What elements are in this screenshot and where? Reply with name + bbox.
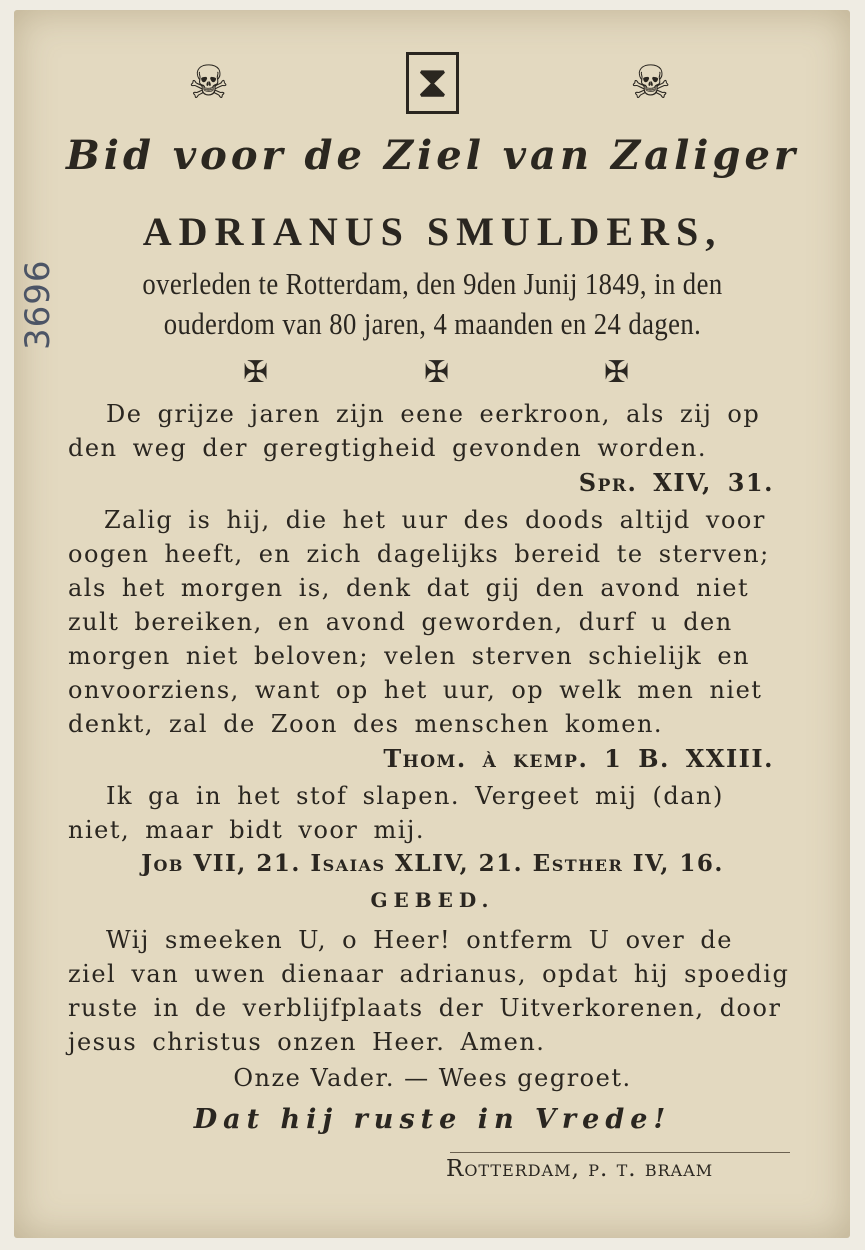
verse2-line: denkt, zal de Zoon des menschen komen. <box>68 710 664 738</box>
verse2-line: onvoorziens, want op het uur, op welk men niet <box>68 676 763 704</box>
skull-crossbones-icon: ☠ <box>188 55 230 109</box>
verse2-line: Zalig is hij, die het uur des doods altijd voor <box>104 506 766 534</box>
prayer-line: jesus christus onzen Heer. Amen. <box>68 1028 546 1056</box>
verse2-line: als het morgen is, denk dat gij den avond niet <box>68 574 750 602</box>
prayer-line: ziel van uwen dienaar adrianus, opdat hij spoedig <box>68 960 790 988</box>
verse3-reference: Job VII, 21. Isaias XLIV, 21. Esther IV, 16. <box>141 850 724 877</box>
verse1-line: De grijze jaren zijn eene eerkroon, als zij op <box>106 400 761 428</box>
divider <box>450 1152 790 1153</box>
deceased-name: ADRIANUS SMULDERS, <box>142 209 723 254</box>
verse2-line: zult bereiken, en avond geworden, durf u den <box>68 608 733 636</box>
verse3-line: Ik ga in het stof slapen. Vergeet mij (dan) <box>106 782 724 810</box>
verse2-line: oogen heeft, en zich dagelijks bereid te sterven; <box>68 540 770 568</box>
skull-crossbones-icon: ☠ <box>630 55 672 109</box>
death-details-line-1: overleden te Rotterdam, den 9den Junij 1849, in den <box>142 266 723 301</box>
closing-prayers: Onze Vader. — Wees gegroet. <box>233 1064 632 1092</box>
cross-icon: ✠ <box>243 355 269 390</box>
prayer-line: ruste in de verblijfplaats der Uitverkorenen, door <box>68 994 782 1022</box>
verse3-line: niet, maar bidt voor mij. <box>68 816 425 844</box>
handwritten-number <box>18 310 58 350</box>
ornament-row <box>0 52 865 122</box>
rest-in-peace: Dat hij ruste in Vrede! <box>193 1104 672 1135</box>
cross-icon: ✠ <box>424 355 450 390</box>
card-title: Bid voor de Ziel van Zaliger <box>66 132 799 179</box>
printer-imprint: Rotterdam, p. t. braam <box>446 1156 714 1182</box>
prayer-line: Wij smeeken U, o Heer! ontferm U over de <box>106 926 733 954</box>
prayer-heading: GEBED. <box>370 888 495 912</box>
hourglass-icon: ⧗ <box>406 52 459 114</box>
verse1-line: den weg der geregtigheid gevonden worden. <box>68 434 707 462</box>
verse2-line: morgen niet beloven; velen sterven schielijk en <box>68 642 750 670</box>
cross-icon: ✠ <box>604 355 630 390</box>
death-details-line-2: ouderdom van 80 jaren, 4 maanden en 24 dagen. <box>163 306 702 341</box>
verse2-reference: Thom. à kemp. 1 B. XXIII. <box>383 744 774 773</box>
verse1-reference: Spr. XIV, 31. <box>578 468 774 497</box>
